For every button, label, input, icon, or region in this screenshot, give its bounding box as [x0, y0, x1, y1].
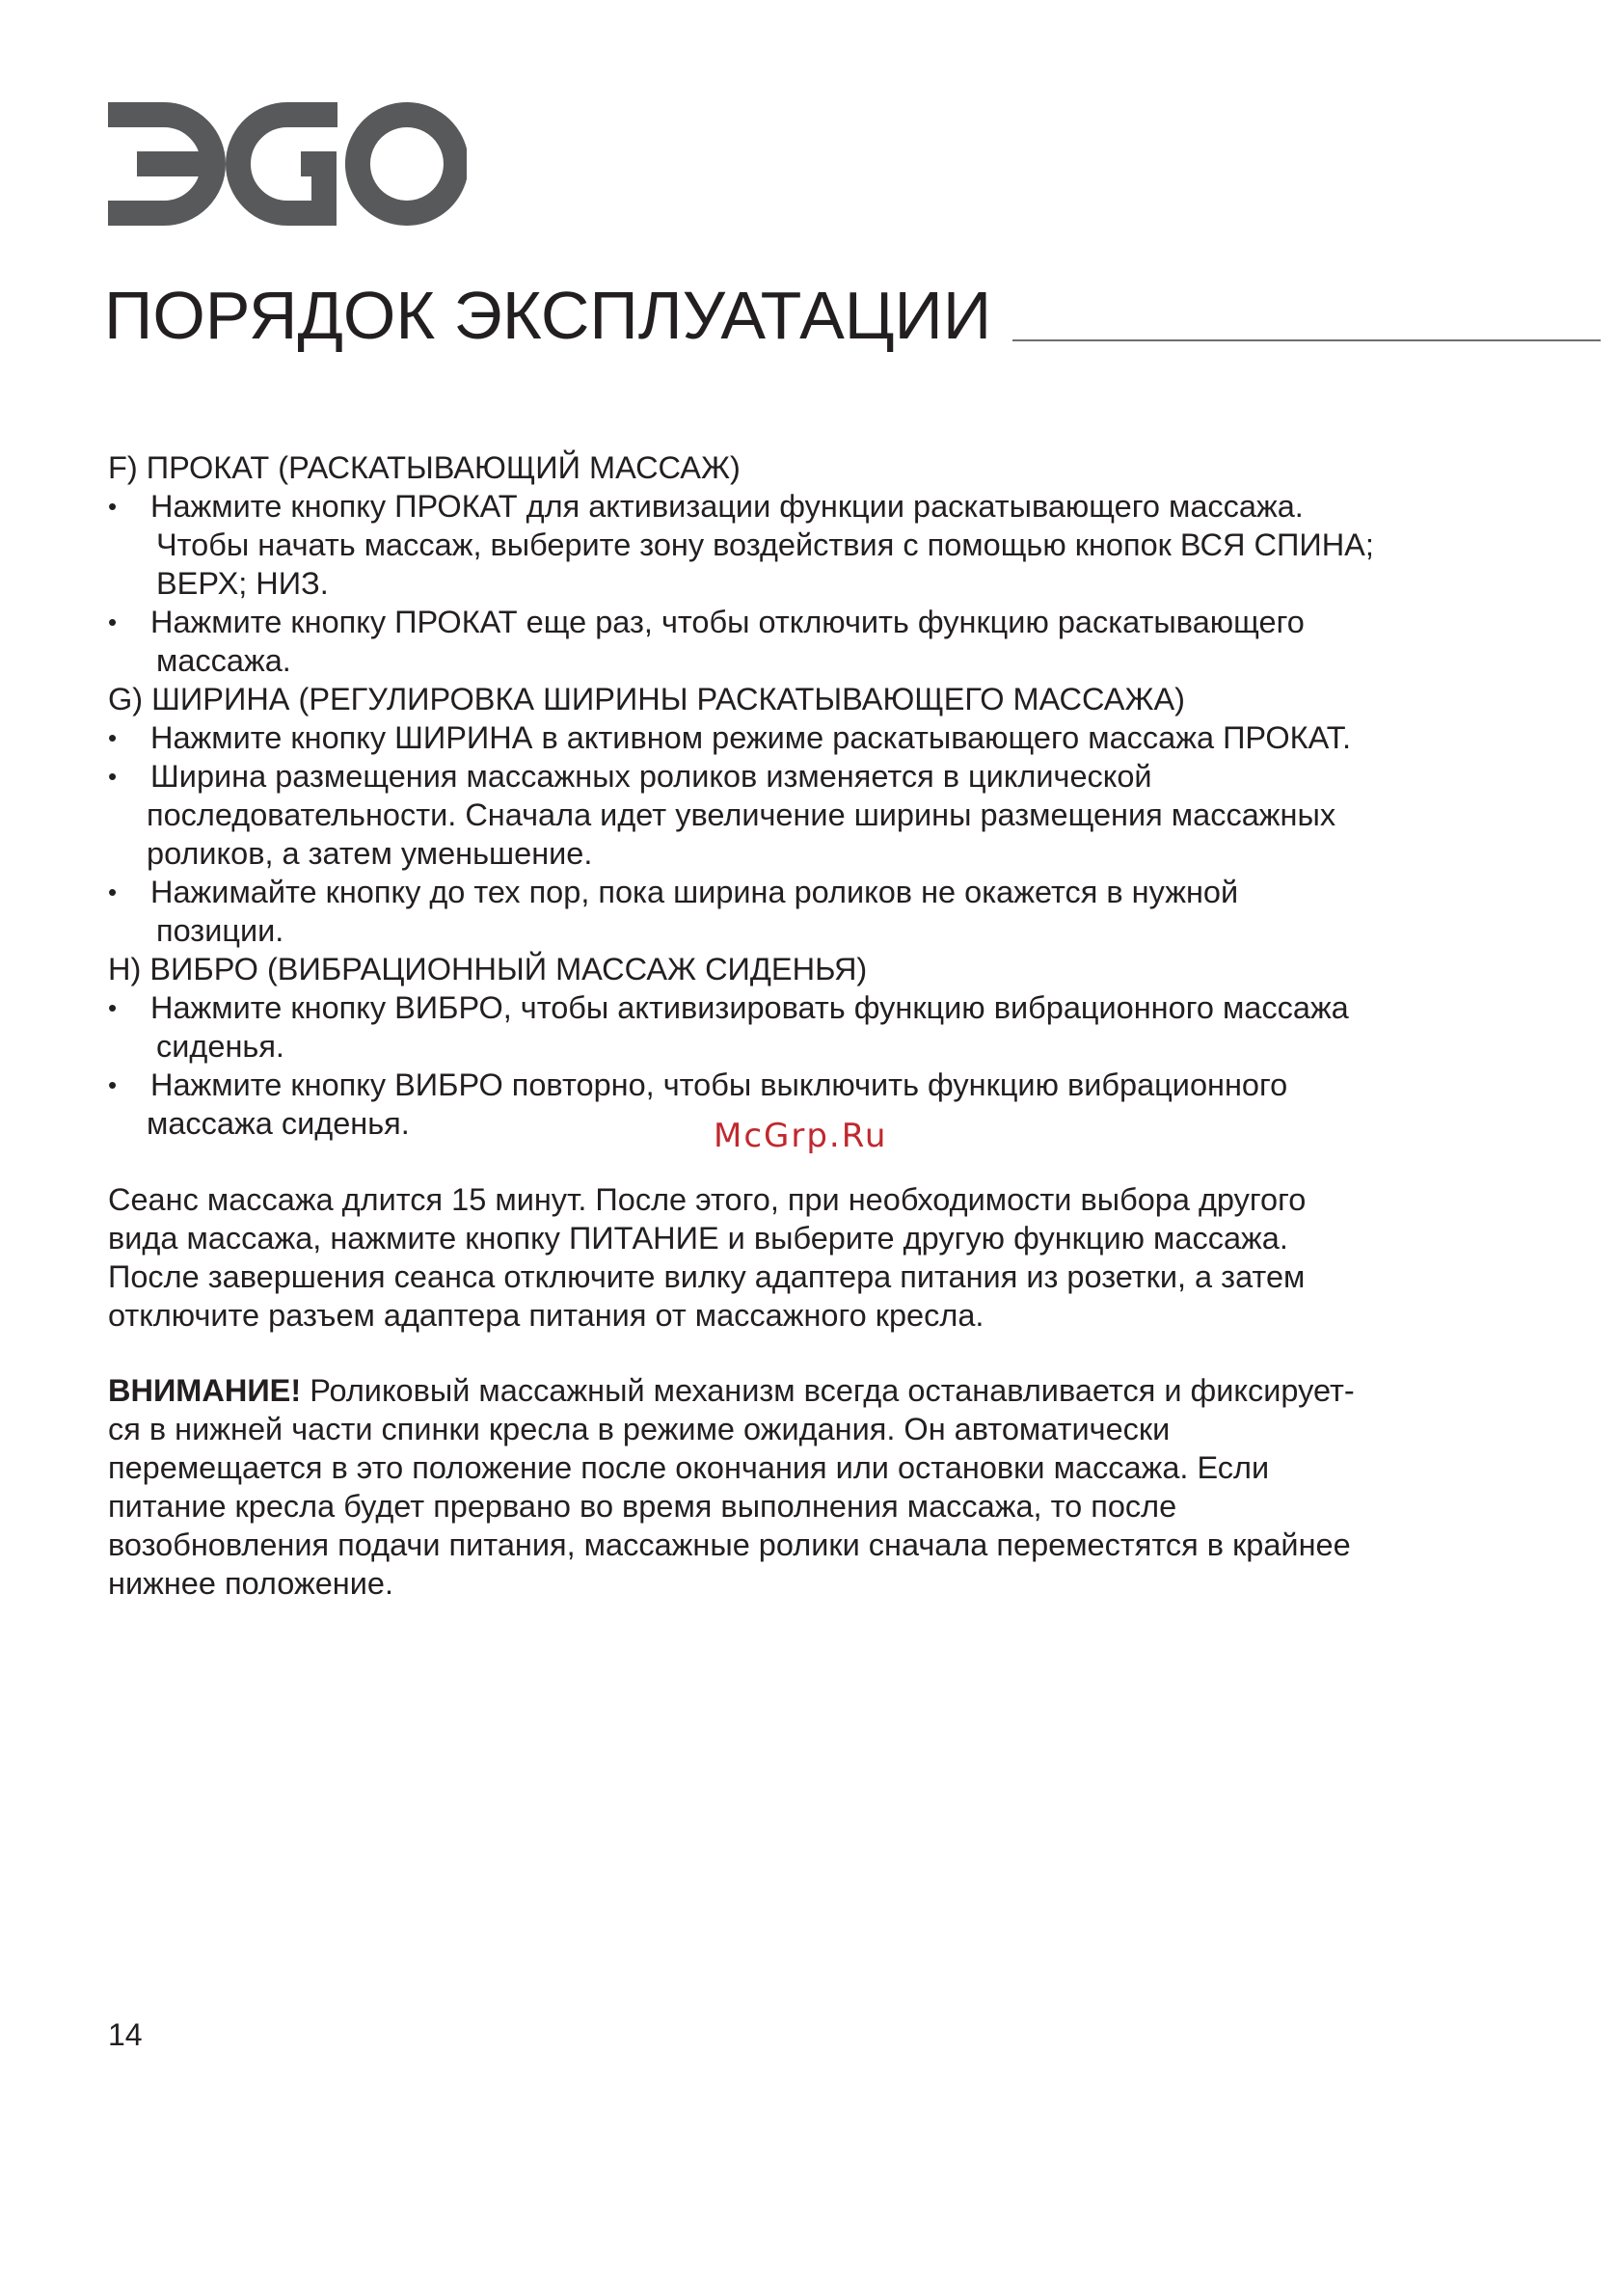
instructions-content: [108, 448, 1497, 1143]
bullet-line: Чтобы начать массаж, выберите зону воздействия с помощью кнопок ВСЯ СПИНА;: [156, 527, 1374, 562]
paragraph-line: [108, 1371, 1497, 1410]
bullet-item: [108, 487, 1497, 603]
bullet-item: [108, 988, 1497, 1066]
logo-text: ЭGO: [108, 102, 111, 103]
paragraph-line: нижнее положение.: [108, 1566, 393, 1601]
paragraph-line: вида массажа, нажмите кнопку ПИТАНИЕ и выберите другую функцию массажа.: [108, 1221, 1288, 1256]
paragraph-line: отключите разъем адаптера питания от массажного кресла.: [108, 1298, 984, 1333]
bullet-dot: •: [108, 878, 118, 906]
paragraph-line: Сеанс массажа длится 15 минут. После этого, при необходимости выбора другого: [108, 1182, 1307, 1217]
bullet-line: Нажмите кнопку ШИРИНА в активном режиме раскатывающего массажа ПРОКАТ.: [150, 720, 1352, 755]
bullet-line: массажа сиденья.: [147, 1106, 410, 1141]
paragraph-line: питание кресла будет прервано во время выполнения массажа, то после: [108, 1489, 1177, 1524]
section-heading-g: G) ШИРИНА (РЕГУЛИРОВКА ШИРИНЫ РАСКАТЫВАЮЩЕГО МАССАЖА): [108, 682, 1185, 716]
paragraph-line: ся в нижней части спинки кресла в режиме ожидания. Он автоматически: [108, 1412, 1171, 1446]
bullet-line: Нажмите кнопку ПРОКАТ еще раз, чтобы отключить функцию раскатывающего: [150, 605, 1305, 639]
bullet-line: сиденья.: [156, 1029, 284, 1064]
bullet-dot: •: [108, 608, 118, 636]
warning-paragraph: [108, 1371, 1497, 1603]
session-paragraph: [108, 1180, 1497, 1335]
bullet-line: позиции.: [156, 913, 284, 948]
bullet-line: массажа.: [156, 643, 291, 678]
bullet-dot: •: [108, 1070, 118, 1099]
bullet-line: последовательности. Сначала идет увеличение ширины размещения массажных: [147, 797, 1336, 832]
bullet-line: Нажмите кнопку ВИБРО, чтобы активизировать функцию вибрационного массажа: [150, 990, 1349, 1025]
bullet-item: [108, 873, 1497, 950]
bullet-line: роликов, а затем уменьшение.: [147, 836, 593, 871]
bullet-line: Нажимайте кнопку до тех пор, пока ширина роликов не окажется в нужной: [150, 875, 1239, 909]
section-heading-h: H) ВИБРО (ВИБРАЦИОННЫЙ МАССАЖ СИДЕНЬЯ): [108, 952, 868, 986]
bullet-dot: •: [108, 723, 118, 752]
page-title: ПОРЯДОК ЭКСПЛУАТАЦИИ: [104, 278, 992, 353]
bullet-line: ВЕРХ; НИЗ.: [156, 566, 329, 601]
section-heading-f: F) ПРОКАТ (РАСКАТЫВАЮЩИЙ МАССАЖ): [108, 450, 741, 485]
bullet-line: Ширина размещения массажных роликов изменяется в циклической: [150, 759, 1152, 794]
bullet-item: [108, 718, 1497, 757]
paragraph-line: возобновления подачи питания, массажные ролики сначала переместятся в крайнее: [108, 1527, 1351, 1562]
paragraph-line: После завершения сеанса отключите вилку адаптера питания из розетки, а затем: [108, 1259, 1306, 1294]
bullet-dot: •: [108, 762, 118, 791]
watermark-link[interactable]: McGrp.Ru: [714, 1117, 888, 1155]
bullet-dot: •: [108, 492, 118, 521]
warning-first-line: Роликовый массажный механизм всегда останавливается и фиксирует-: [301, 1373, 1355, 1408]
bullet-item: [108, 757, 1497, 873]
page-header: [104, 272, 1601, 359]
bullet-line: Нажмите кнопку ВИБРО повторно, чтобы выключить функцию вибрационного: [150, 1067, 1288, 1102]
warning-label: ВНИМАНИЕ!: [108, 1373, 302, 1408]
bullet-item: [108, 603, 1497, 680]
bullet-dot: •: [108, 993, 118, 1022]
title-underline: [1012, 339, 1601, 341]
bullet-line: Нажмите кнопку ПРОКАТ для активизации функции раскатывающего массажа.: [150, 489, 1304, 524]
page-number: 14: [108, 2017, 143, 2052]
brand-logo: [108, 102, 467, 226]
paragraph-line: перемещается в это положение после окончания или остановки массажа. Если: [108, 1450, 1270, 1485]
